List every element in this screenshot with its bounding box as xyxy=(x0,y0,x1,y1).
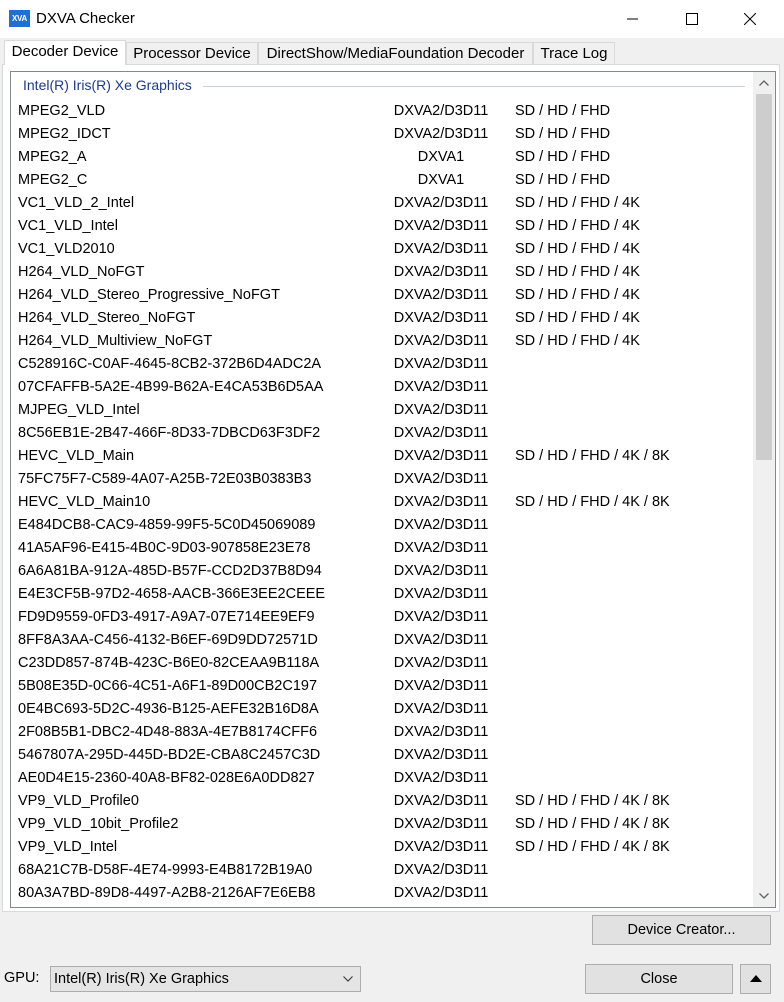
decoder-api: DXVA2/D3D11 xyxy=(393,632,489,648)
decoder-api: DXVA2/D3D11 xyxy=(393,885,489,901)
decoder-api: DXVA2/D3D11 xyxy=(393,379,489,395)
decoder-name: H264_VLD_Stereo_NoFGT xyxy=(18,310,196,326)
decoder-name: H264_VLD_Stereo_Progressive_NoFGT xyxy=(18,287,280,303)
decoder-name: FD9D9559-0FD3-4917-A9A7-07E714EE9EF9 xyxy=(18,609,315,625)
decoder-api: DXVA2/D3D11 xyxy=(393,218,489,234)
decoder-resolutions: SD / HD / FHD / 4K xyxy=(515,264,640,280)
decoder-name: 07CFAFFB-5A2E-4B99-B62A-E4CA53B6D5AA xyxy=(18,379,324,395)
decoder-name: MPEG2_IDCT xyxy=(18,126,111,142)
decoder-api: DXVA2/D3D11 xyxy=(393,862,489,878)
decoder-name: MJPEG_VLD_Intel xyxy=(18,402,140,418)
tab-decoder-device[interactable]: Decoder Device xyxy=(4,40,126,65)
maximize-button[interactable] xyxy=(662,0,722,38)
decoder-name: H264_VLD_NoFGT xyxy=(18,264,145,280)
decoder-api: DXVA2/D3D11 xyxy=(393,356,489,372)
list-item[interactable] xyxy=(11,399,749,422)
decoder-api: DXVA2/D3D11 xyxy=(393,517,489,533)
decoder-rows xyxy=(11,100,749,905)
list-item[interactable] xyxy=(11,353,749,376)
decoder-api: DXVA2/D3D11 xyxy=(393,586,489,602)
list-item[interactable] xyxy=(11,422,749,445)
decoder-name: E4E3CF5B-97D2-4658-AACB-366E3EE2CEEE xyxy=(18,586,326,602)
list-item[interactable] xyxy=(11,123,749,146)
expand-button[interactable] xyxy=(740,964,771,994)
chevron-up-icon xyxy=(759,80,769,86)
decoder-api: DXVA2/D3D11 xyxy=(393,839,489,855)
list-item[interactable] xyxy=(11,514,749,537)
decoder-name: MPEG2_C xyxy=(18,172,88,188)
decoder-resolutions: SD / HD / FHD / 4K xyxy=(515,310,640,326)
decoder-name: HEVC_VLD_Main xyxy=(18,448,135,464)
list-item[interactable] xyxy=(11,146,749,169)
decoder-api: DXVA2/D3D11 xyxy=(393,126,489,142)
list-item[interactable] xyxy=(11,606,749,629)
decoder-name: VP9_VLD_10bit_Profile2 xyxy=(18,816,179,832)
decoder-api: DXVA1 xyxy=(417,172,465,188)
decoder-api: DXVA2/D3D11 xyxy=(393,471,489,487)
decoder-api: DXVA2/D3D11 xyxy=(393,724,489,740)
list-item[interactable] xyxy=(11,583,749,606)
decoder-resolutions: SD / HD / FHD / 4K xyxy=(515,241,640,257)
decoder-api: DXVA2/D3D11 xyxy=(393,241,489,257)
decoder-name: VC1_VLD_Intel xyxy=(18,218,118,234)
list-item[interactable] xyxy=(11,675,749,698)
decoder-resolutions: SD / HD / FHD / 4K xyxy=(515,333,640,349)
list-item[interactable] xyxy=(11,284,749,307)
decoder-name: VP9_VLD_Profile0 xyxy=(18,793,139,809)
decoder-resolutions: SD / HD / FHD / 4K / 8K xyxy=(515,494,670,510)
decoder-api: DXVA2/D3D11 xyxy=(393,103,489,119)
list-item[interactable] xyxy=(11,836,749,859)
list-item[interactable] xyxy=(11,445,749,468)
list-item[interactable] xyxy=(11,169,749,192)
decoder-resolutions: SD / HD / FHD xyxy=(515,149,611,165)
decoder-api: DXVA2/D3D11 xyxy=(393,195,489,211)
decoder-api: DXVA2/D3D11 xyxy=(393,655,489,671)
list-item[interactable] xyxy=(11,698,749,721)
scroll-up-button[interactable] xyxy=(753,72,775,94)
decoder-resolutions: SD / HD / FHD / 4K / 8K xyxy=(515,793,670,809)
gpu-select[interactable] xyxy=(50,966,361,992)
decoder-name: 80A3A7BD-89D8-4497-A2B8-2126AF7E6EB8 xyxy=(18,885,316,901)
list-item[interactable] xyxy=(11,238,749,261)
decoder-api: DXVA2/D3D11 xyxy=(393,793,489,809)
decoder-name: 6A6A81BA-912A-485D-B57F-CCD2D37B8D94 xyxy=(18,563,322,579)
decoder-api: DXVA2/D3D11 xyxy=(393,402,489,418)
list-item[interactable] xyxy=(11,721,749,744)
triangle-up-icon xyxy=(750,975,762,983)
list-item[interactable] xyxy=(11,537,749,560)
decoder-api: DXVA2/D3D11 xyxy=(393,816,489,832)
close-button[interactable]: Close xyxy=(585,964,733,994)
list-item[interactable] xyxy=(11,790,749,813)
scroll-down-button[interactable] xyxy=(753,885,775,907)
list-item[interactable] xyxy=(11,491,749,514)
decoder-name: H264_VLD_Multiview_NoFGT xyxy=(18,333,213,349)
decoder-name: 5B08E35D-0C66-4C51-A6F1-89D00CB2C197 xyxy=(18,678,318,694)
decoder-resolutions: SD / HD / FHD xyxy=(515,103,611,119)
list-item[interactable] xyxy=(11,767,749,790)
group-title: Intel(R) Iris(R) Xe Graphics xyxy=(23,77,192,93)
decoder-name: 75FC75F7-C589-4A07-A25B-72E03B0383B3 xyxy=(18,471,312,487)
list-item[interactable] xyxy=(11,859,749,882)
decoder-name: HEVC_VLD_Main10 xyxy=(18,494,151,510)
decoder-api: DXVA2/D3D11 xyxy=(393,287,489,303)
minimize-icon xyxy=(627,13,639,25)
list-item[interactable] xyxy=(11,468,749,491)
decoder-resolutions: SD / HD / FHD / 4K xyxy=(515,195,640,211)
list-item[interactable] xyxy=(11,330,749,353)
list-item[interactable] xyxy=(11,215,749,238)
gpu-label: GPU: xyxy=(4,970,40,986)
tab-processor-device[interactable]: Processor Device xyxy=(126,42,258,64)
chevron-down-icon xyxy=(759,893,769,899)
decoder-resolutions: SD / HD / FHD / 4K / 8K xyxy=(515,816,670,832)
tab-trace-log[interactable]: Trace Log xyxy=(533,42,615,64)
app-icon: XVA xyxy=(9,10,30,27)
decoder-list[interactable] xyxy=(10,71,776,908)
decoder-api: DXVA2/D3D11 xyxy=(393,747,489,763)
tab-strip xyxy=(4,40,780,64)
list-item[interactable] xyxy=(11,100,749,123)
decoder-api: DXVA2/D3D11 xyxy=(393,310,489,326)
chevron-down-icon xyxy=(343,976,353,982)
list-item[interactable] xyxy=(11,629,749,652)
decoder-name: 8FF8A3AA-C456-4132-B6EF-69D9DD72571D xyxy=(18,632,318,648)
decoder-api: DXVA2/D3D11 xyxy=(393,678,489,694)
decoder-name: 5467807A-295D-445D-BD2E-CBA8C2457C3D xyxy=(18,747,321,763)
scroll-thumb[interactable] xyxy=(756,94,772,460)
device-creator-button[interactable]: Device Creator... xyxy=(592,915,771,945)
close-window-button[interactable] xyxy=(720,0,780,38)
decoder-resolutions: SD / HD / FHD / 4K xyxy=(515,218,640,234)
tab-directshow-mediafoundation-decoder[interactable]: DirectShow/MediaFoundation Decoder xyxy=(258,42,533,64)
decoder-name: AE0D4E15-2360-40A8-BF82-028E6A0DD827 xyxy=(18,770,315,786)
decoder-name: C23DD857-874B-423C-B6E0-82CEAA9B118A xyxy=(18,655,320,671)
decoder-name: VC1_VLD_2_Intel xyxy=(18,195,135,211)
decoder-name: MPEG2_VLD xyxy=(18,103,106,119)
group-divider xyxy=(203,86,745,87)
decoder-resolutions: SD / HD / FHD / 4K xyxy=(515,287,640,303)
decoder-api: DXVA2/D3D11 xyxy=(393,494,489,510)
minimize-button[interactable] xyxy=(603,0,663,38)
decoder-name: MPEG2_A xyxy=(18,149,87,165)
list-item[interactable] xyxy=(11,192,749,215)
decoder-name: 68A21C7B-D58F-4E74-9993-E4B8172B19A0 xyxy=(18,862,313,878)
decoder-api: DXVA2/D3D11 xyxy=(393,609,489,625)
decoder-resolutions: SD / HD / FHD xyxy=(515,172,611,188)
decoder-api: DXVA2/D3D11 xyxy=(393,563,489,579)
decoder-name: VC1_VLD2010 xyxy=(18,241,115,257)
decoder-api: DXVA2/D3D11 xyxy=(393,770,489,786)
decoder-api: DXVA2/D3D11 xyxy=(393,425,489,441)
decoder-api: DXVA2/D3D11 xyxy=(393,264,489,280)
list-item[interactable] xyxy=(11,652,749,675)
decoder-name: C528916C-C0AF-4645-8CB2-372B6D4ADC2A xyxy=(18,356,322,372)
decoder-api: DXVA2/D3D11 xyxy=(393,540,489,556)
list-item[interactable] xyxy=(11,376,749,399)
decoder-resolutions: SD / HD / FHD xyxy=(515,126,611,142)
list-item[interactable] xyxy=(11,744,749,767)
decoder-api: DXVA1 xyxy=(417,149,465,165)
list-item[interactable] xyxy=(11,560,749,583)
decoder-name: 2F08B5B1-DBC2-4D48-883A-4E7B8174CFF6 xyxy=(18,724,318,740)
decoder-name: 8C56EB1E-2B47-466F-8D33-7DBCD63F3DF2 xyxy=(18,425,321,441)
decoder-resolutions: SD / HD / FHD / 4K / 8K xyxy=(515,448,670,464)
decoder-resolutions: SD / HD / FHD / 4K / 8K xyxy=(515,839,670,855)
decoder-api: DXVA2/D3D11 xyxy=(393,701,489,717)
decoder-api: DXVA2/D3D11 xyxy=(393,333,489,349)
list-item[interactable] xyxy=(11,307,749,330)
decoder-api: DXVA2/D3D11 xyxy=(393,448,489,464)
decoder-name: VP9_VLD_Intel xyxy=(18,839,118,855)
close-icon xyxy=(744,13,756,25)
gpu-select-value: Intel(R) Iris(R) Xe Graphics xyxy=(54,971,229,987)
list-item[interactable] xyxy=(11,813,749,836)
window-title: DXVA Checker xyxy=(36,10,135,27)
decoder-name: E484DCB8-CAC9-4859-99F5-5C0D45069089 xyxy=(18,517,316,533)
decoder-name: 0E4BC693-5D2C-4936-B125-AEFE32B16D8A xyxy=(18,701,319,717)
decoder-panel xyxy=(2,64,780,912)
list-item[interactable] xyxy=(11,261,749,284)
list-item[interactable] xyxy=(11,882,749,905)
maximize-icon xyxy=(686,13,698,25)
vertical-scrollbar[interactable] xyxy=(753,72,775,907)
decoder-name: 41A5AF96-E415-4B0C-9D03-907858E23E78 xyxy=(18,540,311,556)
title-bar[interactable] xyxy=(0,0,784,38)
